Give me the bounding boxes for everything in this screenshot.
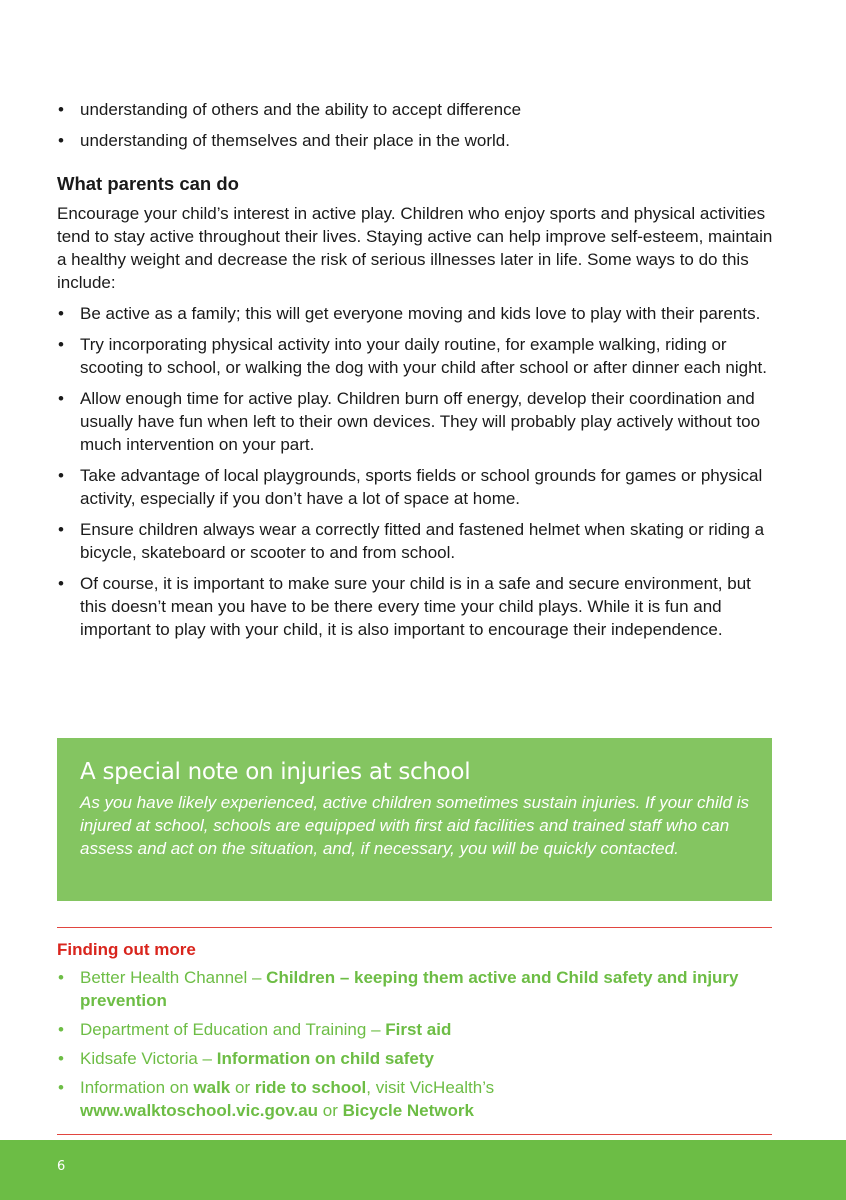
list-item: • understanding of others and the ability to accept difference [57,98,773,121]
resource-prefix: Kidsafe Victoria – [80,1049,217,1068]
resource-item-education [57,1018,773,1041]
section-heading: What parents can do [57,173,239,194]
footer-bar [0,1140,846,1200]
list-item: • Allow enough time for active play. Children burn off energy, develop their coordination and usually have fun when left to their own devices. They will probably play actively without too much intervention on your part. [57,387,773,456]
resource-text: or [318,1101,343,1120]
resource-text: or [230,1078,255,1097]
resource-text: , visit VicHealth’s [366,1078,495,1097]
list-item: • understanding of themselves and their place in the world. [57,129,773,152]
list-item: • Of course, it is important to make sure your child is in a safe and secure environment, but this doesn’t mean you have to be there every time your child plays. While it is fun and important to play with your child, it is also important to encourage their independence. [57,572,773,641]
resource-item-walk-ride [57,1076,773,1122]
note-title: A special note on injuries at school [80,759,471,785]
resource-link[interactable]: Children – keeping them active and Child safety and injury prevention [80,968,739,1010]
walk-link[interactable]: walk [193,1078,231,1097]
list-item: • Take advantage of local playgrounds, sports fields or school grounds for games or physical activity, especially if you don’t have a lot of space at home. [57,464,773,510]
ride-to-school-link[interactable]: ride to school [254,1078,367,1097]
list-item: • Be active as a family; this will get everyone moving and kids love to play with their parents. [57,302,773,325]
resource-item-better-health [57,966,773,1012]
resource-item-kidsafe [57,1047,773,1070]
top-bullet-list [57,98,773,152]
bicycle-network-link[interactable]: Bicycle Network [342,1101,474,1120]
resource-prefix: Department of Education and Training – [80,1020,386,1039]
resource-text: Information on [80,1078,194,1097]
walktoschool-url-link[interactable]: www.walktoschool.vic.gov.au [80,1101,319,1120]
resource-list [57,966,773,1122]
finding-out-more-title: Finding out more [57,940,196,959]
main-content [57,98,773,649]
parents-bullet-list [57,302,773,641]
page-number: 6 [57,1159,66,1174]
top-divider [57,927,772,928]
section-intro: Encourage your child’s interest in active play. Children who enjoy sports and physical activities tend to stay active throughout their lives. Staying active can help improve self-esteem, maintain a healthy weight and decrease the risk of serious illnesses later in life. Some ways to do this include: [57,204,773,292]
resource-link[interactable]: Information on child safety [216,1049,434,1068]
list-item: • Ensure children always wear a correctly fitted and fastened helmet when skating or riding a bicycle, skateboard or scooter to and from school. [57,518,773,564]
list-item: • Try incorporating physical activity into your daily routine, for example walking, riding or scooting to school, or walking the dog with your child after school or after dinner each night. [57,333,773,379]
bottom-divider [57,1134,772,1135]
special-note-box [57,738,772,901]
resource-prefix: Better Health Channel – [80,968,267,987]
finding-out-more [57,939,773,1128]
note-text: As you have likely experienced, active children sometimes sustain injuries. If your child is injured at school, schools are equipped with first aid facilities and trained staff who can assess and act on the situation, and, if necessary, you will be quickly contacted. [80,793,749,858]
resource-link[interactable]: First aid [385,1020,452,1039]
